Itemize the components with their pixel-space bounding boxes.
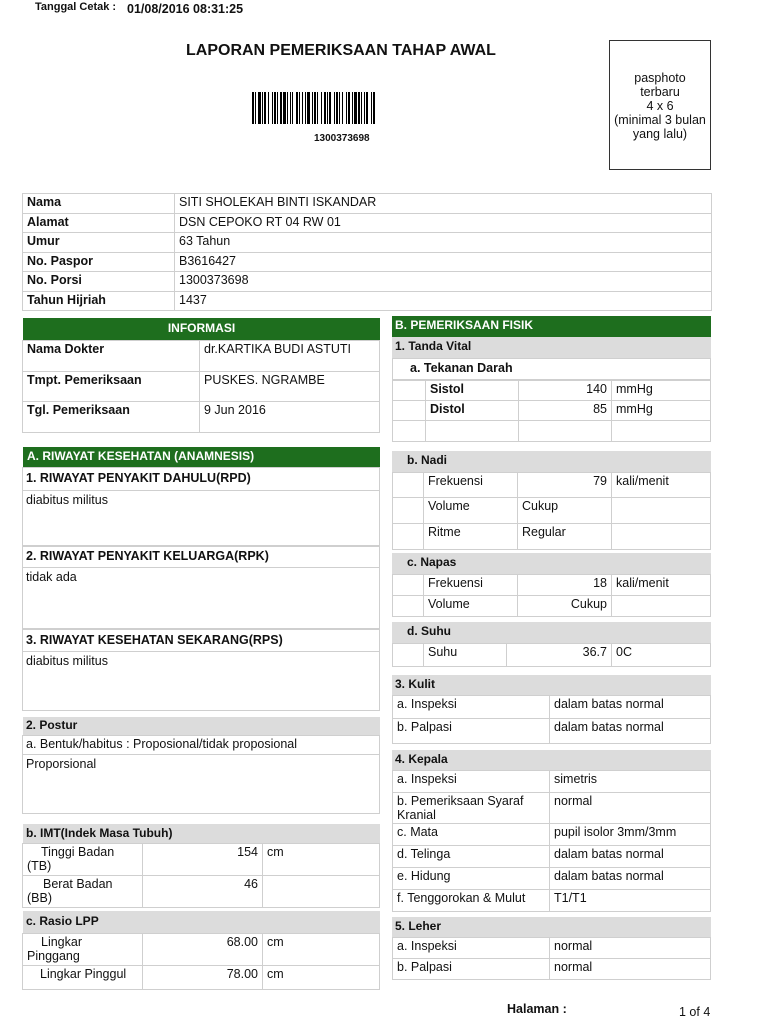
kepala-label: f. Tenggorokan & Mulut bbox=[393, 890, 550, 912]
tekanan-table bbox=[392, 380, 711, 442]
photo-text-1: pasphoto bbox=[634, 71, 686, 85]
rps-section bbox=[22, 629, 380, 711]
identity-label: Nama bbox=[23, 194, 175, 214]
rpd-section bbox=[22, 467, 380, 546]
barcode-bar bbox=[305, 92, 306, 124]
photo-text-4: (minimal 3 bulan bbox=[614, 113, 706, 127]
distol-value: 85 bbox=[519, 401, 612, 421]
barcode-bar bbox=[339, 92, 340, 124]
barcode-bar bbox=[371, 92, 372, 124]
barcode-bar bbox=[346, 92, 347, 124]
kulit-value: dalam batas normal bbox=[550, 719, 711, 744]
tekanan-darah-header: a. Tekanan Darah bbox=[392, 358, 711, 380]
nadi-frek-value: 79 bbox=[518, 473, 612, 498]
barcode bbox=[252, 92, 444, 124]
rpk-value: tidak ada bbox=[26, 570, 77, 584]
identity-row bbox=[23, 272, 712, 292]
barcode-bar bbox=[296, 92, 298, 124]
barcode-bar bbox=[354, 92, 357, 124]
barcode-bar bbox=[255, 92, 256, 124]
napas-frek-unit: kali/menit bbox=[612, 575, 711, 596]
kepala-label: d. Telinga bbox=[393, 846, 550, 868]
barcode-bar bbox=[329, 92, 331, 124]
imt-table bbox=[22, 843, 380, 908]
kulit-label: a. Inspeksi bbox=[393, 696, 550, 719]
lpp-table bbox=[22, 933, 380, 990]
info-value: PUSKES. NGRAMBE bbox=[200, 372, 380, 402]
suhu-label: Suhu bbox=[424, 644, 507, 667]
napas-table bbox=[392, 574, 711, 617]
lp-label-1: Lingkar bbox=[41, 935, 82, 949]
bb-value: 46 bbox=[143, 876, 263, 908]
identity-value: 1437 bbox=[175, 291, 712, 311]
identity-value: 1300373698 bbox=[175, 272, 712, 292]
kepala-value: pupil isolor 3mm/3mm bbox=[550, 824, 711, 846]
lpg-unit: cm bbox=[263, 966, 380, 990]
identity-row bbox=[23, 233, 712, 253]
napas-frek-value: 18 bbox=[518, 575, 612, 596]
tb-label bbox=[23, 844, 143, 876]
nadi-rit-value: Regular bbox=[518, 524, 612, 550]
sistol-label: Sistol bbox=[426, 381, 519, 401]
leher-label: a. Inspeksi bbox=[393, 938, 550, 959]
identity-value: DSN CEPOKO RT 04 RW 01 bbox=[175, 213, 712, 233]
napas-vol-label: Volume bbox=[424, 596, 518, 617]
lp-value: 68.00 bbox=[143, 934, 263, 966]
barcode-bar bbox=[352, 92, 353, 124]
kepala-value: dalam batas normal bbox=[550, 846, 711, 868]
kepala-value: normal bbox=[550, 793, 711, 824]
barcode-bar bbox=[364, 92, 365, 124]
kepala-table bbox=[392, 770, 711, 912]
barcode-bar bbox=[317, 92, 318, 124]
barcode-bar bbox=[280, 92, 282, 124]
barcode-bar bbox=[252, 92, 254, 124]
kepala-value: simetris bbox=[550, 771, 711, 793]
identity-label: No. Paspor bbox=[23, 252, 175, 272]
barcode-number: 1300373698 bbox=[314, 133, 370, 144]
barcode-bar bbox=[342, 92, 343, 124]
kepala-label: a. Inspeksi bbox=[393, 771, 550, 793]
tb-label-2: (TB) bbox=[27, 859, 52, 873]
leher-label: b. Palpasi bbox=[393, 959, 550, 980]
leher-value: normal bbox=[550, 959, 711, 980]
kepala-value: dalam batas normal bbox=[550, 868, 711, 890]
bb-unit bbox=[263, 876, 380, 908]
barcode-bar bbox=[334, 92, 335, 124]
info-value: 9 Jun 2016 bbox=[200, 402, 380, 433]
nadi-frek-unit: kali/menit bbox=[612, 473, 711, 498]
napas-header: c. Napas bbox=[392, 553, 711, 574]
identity-label: No. Porsi bbox=[23, 272, 175, 292]
kepala-label-1: b. Pemeriksaan Syaraf bbox=[397, 794, 524, 808]
identity-value: B3616427 bbox=[175, 252, 712, 272]
lpg-value: 78.00 bbox=[143, 966, 263, 990]
tb-unit: cm bbox=[263, 844, 380, 876]
rpd-title: 1. RIWAYAT PENYAKIT DAHULU(RPD) bbox=[23, 468, 379, 491]
tb-value: 154 bbox=[143, 844, 263, 876]
nadi-frek-label: Frekuensi bbox=[424, 473, 518, 498]
print-date-value: 01/08/2016 08:31:25 bbox=[127, 2, 244, 16]
kulit-table bbox=[392, 695, 711, 744]
suhu-value: 36.7 bbox=[507, 644, 612, 667]
leher-table bbox=[392, 937, 711, 980]
rps-value: diabitus militus bbox=[26, 654, 108, 668]
anamnesis-header: A. RIWAYAT KESEHATAN (ANAMNESIS) bbox=[23, 447, 380, 467]
leher-value: normal bbox=[550, 938, 711, 959]
sistol-unit: mmHg bbox=[612, 381, 711, 401]
bb-label bbox=[23, 876, 143, 908]
lp-label-2: Pinggang bbox=[27, 949, 80, 963]
tb-label-1: Tinggi Badan bbox=[41, 845, 115, 859]
info-value: dr.KARTIKA BUDI ASTUTI bbox=[200, 341, 380, 372]
rpk-section bbox=[22, 546, 380, 629]
kulit-label: b. Palpasi bbox=[393, 719, 550, 744]
identity-label: Tahun Hijriah bbox=[23, 291, 175, 311]
photo-text-2: terbaru bbox=[640, 85, 680, 99]
barcode-bar bbox=[324, 92, 326, 124]
barcode-bar bbox=[283, 92, 286, 124]
lpg-label: Lingkar Pinggul bbox=[23, 966, 143, 990]
napas-frek-label: Frekuensi bbox=[424, 575, 518, 596]
rpd-value: diabitus militus bbox=[26, 493, 108, 507]
napas-vol-value: Cukup bbox=[518, 596, 612, 617]
info-label: Tgl. Pemeriksaan bbox=[23, 402, 200, 433]
photo-placeholder bbox=[609, 40, 711, 170]
fisik-header: B. PEMERIKSAAN FISIK bbox=[392, 316, 711, 337]
photo-text-5: yang lalu) bbox=[632, 127, 688, 141]
nadi-vol-value: Cukup bbox=[518, 498, 612, 524]
kepala-label: c. Mata bbox=[393, 824, 550, 846]
identity-row bbox=[23, 213, 712, 233]
identity-row bbox=[23, 252, 712, 272]
postur-header: 2. Postur bbox=[23, 717, 380, 735]
distol-unit: mmHg bbox=[612, 401, 711, 421]
barcode-bar bbox=[287, 92, 288, 124]
barcode-bar bbox=[277, 92, 278, 124]
sistol-value: 140 bbox=[519, 381, 612, 401]
barcode-bar bbox=[264, 92, 266, 124]
barcode-bar bbox=[307, 92, 310, 124]
page-title: LAPORAN PEMERIKSAAN TAHAP AWAL bbox=[186, 42, 496, 59]
barcode-bar bbox=[274, 92, 276, 124]
print-date-label: Tanggal Cetak : bbox=[35, 1, 117, 13]
info-label: Nama Dokter bbox=[23, 341, 200, 372]
barcode-bar bbox=[373, 92, 375, 124]
lp-unit: cm bbox=[263, 934, 380, 966]
barcode-bar bbox=[268, 92, 269, 124]
suhu-unit: 0C bbox=[612, 644, 711, 667]
informasi-table bbox=[22, 340, 380, 433]
postur-question: a. Bentuk/habitus : Proposional/tidak proposional bbox=[23, 736, 379, 755]
kepala-label-2: Kranial bbox=[397, 808, 436, 822]
barcode-bar bbox=[358, 92, 360, 124]
imt-header: b. IMT(Indek Masa Tubuh) bbox=[23, 824, 380, 843]
kepala-header: 4. Kepala bbox=[392, 750, 711, 770]
barcode-bar bbox=[312, 92, 313, 124]
barcode-bar bbox=[361, 92, 362, 124]
nadi-header: b. Nadi bbox=[392, 451, 711, 472]
identity-label: Umur bbox=[23, 233, 175, 253]
barcode-bar bbox=[314, 92, 316, 124]
barcode-bar bbox=[321, 92, 322, 124]
barcode-bar bbox=[262, 92, 263, 124]
nadi-rit-label: Ritme bbox=[424, 524, 518, 550]
distol-label: Distol bbox=[426, 401, 519, 421]
barcode-bar bbox=[348, 92, 350, 124]
lpp-header: c. Rasio LPP bbox=[23, 911, 380, 933]
nadi-vol-label: Volume bbox=[424, 498, 518, 524]
kepala-value: T1/T1 bbox=[550, 890, 711, 912]
barcode-bar bbox=[302, 92, 303, 124]
barcode-bar bbox=[258, 92, 261, 124]
rps-title: 3. RIWAYAT KESEHATAN SEKARANG(RPS) bbox=[23, 630, 379, 652]
barcode-bar bbox=[327, 92, 328, 124]
identity-value: SITI SHOLEKAH BINTI ISKANDAR bbox=[175, 194, 712, 214]
kepala-label: e. Hidung bbox=[393, 868, 550, 890]
barcode-bar bbox=[299, 92, 300, 124]
barcode-bar bbox=[292, 92, 293, 124]
lp-label bbox=[23, 934, 143, 966]
page-number: 1 of 4 bbox=[679, 1005, 711, 1019]
bb-label-2: (BB) bbox=[27, 891, 52, 905]
suhu-table bbox=[392, 643, 711, 667]
identity-table bbox=[22, 193, 712, 311]
kepala-label bbox=[393, 793, 550, 824]
identity-row bbox=[23, 291, 712, 311]
tanda-vital-header: 1. Tanda Vital bbox=[392, 337, 711, 358]
kulit-value: dalam batas normal bbox=[550, 696, 711, 719]
identity-label: Alamat bbox=[23, 213, 175, 233]
bb-label-1: Berat Badan bbox=[43, 877, 113, 891]
identity-row bbox=[23, 194, 712, 214]
nadi-table bbox=[392, 472, 711, 550]
postur-section bbox=[22, 735, 380, 814]
leher-header: 5. Leher bbox=[392, 917, 711, 937]
kulit-header: 3. Kulit bbox=[392, 675, 711, 695]
barcode-bar bbox=[272, 92, 273, 124]
rpk-title: 2. RIWAYAT PENYAKIT KELUARGA(RPK) bbox=[23, 547, 379, 568]
suhu-header: d. Suhu bbox=[392, 622, 711, 643]
identity-value: 63 Tahun bbox=[175, 233, 712, 253]
photo-text-3: 4 x 6 bbox=[646, 99, 674, 113]
page-label: Halaman : bbox=[507, 1002, 567, 1016]
barcode-bar bbox=[336, 92, 338, 124]
barcode-bar bbox=[290, 92, 291, 124]
info-label: Tmpt. Pemeriksaan bbox=[23, 372, 200, 402]
postur-value: Proporsional bbox=[26, 757, 97, 771]
informasi-header: INFORMASI bbox=[23, 318, 380, 340]
barcode-bar bbox=[366, 92, 368, 124]
